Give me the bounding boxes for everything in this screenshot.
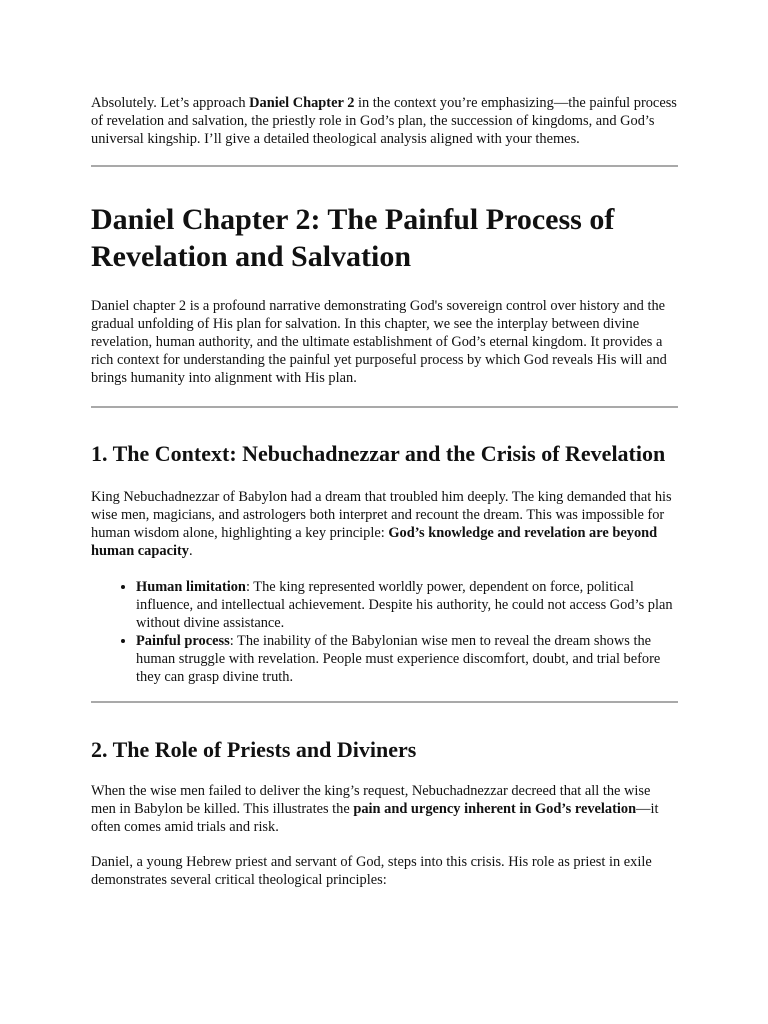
bullet-term: Human limitation <box>136 579 246 595</box>
priests-text: When the wise men failed to deliver the king’s request, Nebuchadnezzar decreed that all the wise men in Babylon be killed. This illustrates the <box>91 783 651 817</box>
section-heading-priests: 2. The Role of Priests and Diviners <box>91 737 417 762</box>
intro-paragraph <box>91 94 678 148</box>
priests-bold-phrase: pain and urgency inherent in God’s revelation <box>353 801 637 817</box>
section-heading-context: 1. The Context: Nebuchadnezzar and the Crisis of Revelation <box>91 441 666 466</box>
intro-text-start: Absolutely. Let’s approach <box>91 95 250 111</box>
bullet-text: : The inability of the Babylonian wise men to reveal the dream shows the human struggle with revelation. People must experience discomfort, doubt, and trial before they can grasp divine truth. <box>136 633 661 685</box>
intro-bold-daniel: Daniel Chapter 2 <box>249 95 355 111</box>
bullet-term: Painful process <box>136 633 230 649</box>
list-item <box>136 578 678 632</box>
context-text-end: . <box>188 543 193 559</box>
context-text: King Nebuchadnezzar of Babylon had a dream that troubled him deeply. The king demanded that his wise men, magicians, and astrologers both interpret and recount the dream. This was impossible for human wisdom alone, highlighting a key principle: <box>91 489 672 541</box>
daniel-paragraph: Daniel, a young Hebrew priest and servant of God, steps into this crisis. His role as priest in exile demonstrates several critical theological principles: <box>91 854 652 888</box>
page-title: Daniel Chapter 2: The Painful Process of Revelation and Salvation <box>91 203 615 273</box>
context-bold-principle: God’s knowledge and revelation are beyond human capacity <box>91 525 658 559</box>
lead-paragraph: Daniel chapter 2 is a profound narrative demonstrating God's sovereign control over history and the gradual unfolding of His plan for salvation. In this chapter, we see the interplay between divine revelation, human authority, and the ultimate establishment of God’s eternal kingdom. It provides a rich context for understanding the painful yet purposeful process by which God reveals His will and brings humanity into alignment with His plan. <box>91 298 667 386</box>
context-paragraph <box>91 488 678 560</box>
divider <box>91 406 678 408</box>
bullet-text: : The king represented worldly power, dependent on force, political influence, and intellectual achievement. Despite his authority, he could not access God’s plan without divine assistance. <box>136 579 673 631</box>
bullet-list <box>91 578 678 686</box>
priests-text-end: —it often comes amid trials and risk. <box>91 801 659 835</box>
divider <box>91 165 678 167</box>
priests-paragraph <box>91 782 678 836</box>
divider <box>91 701 678 703</box>
list-item <box>136 632 678 686</box>
intro-text-end: in the context you’re emphasizing—the painful process of revelation and salvation, the priestly role in God’s plan, the succession of kingdoms, and God’s universal kingship. I’ll give a detailed theological analysis aligned with your themes. <box>91 95 677 147</box>
